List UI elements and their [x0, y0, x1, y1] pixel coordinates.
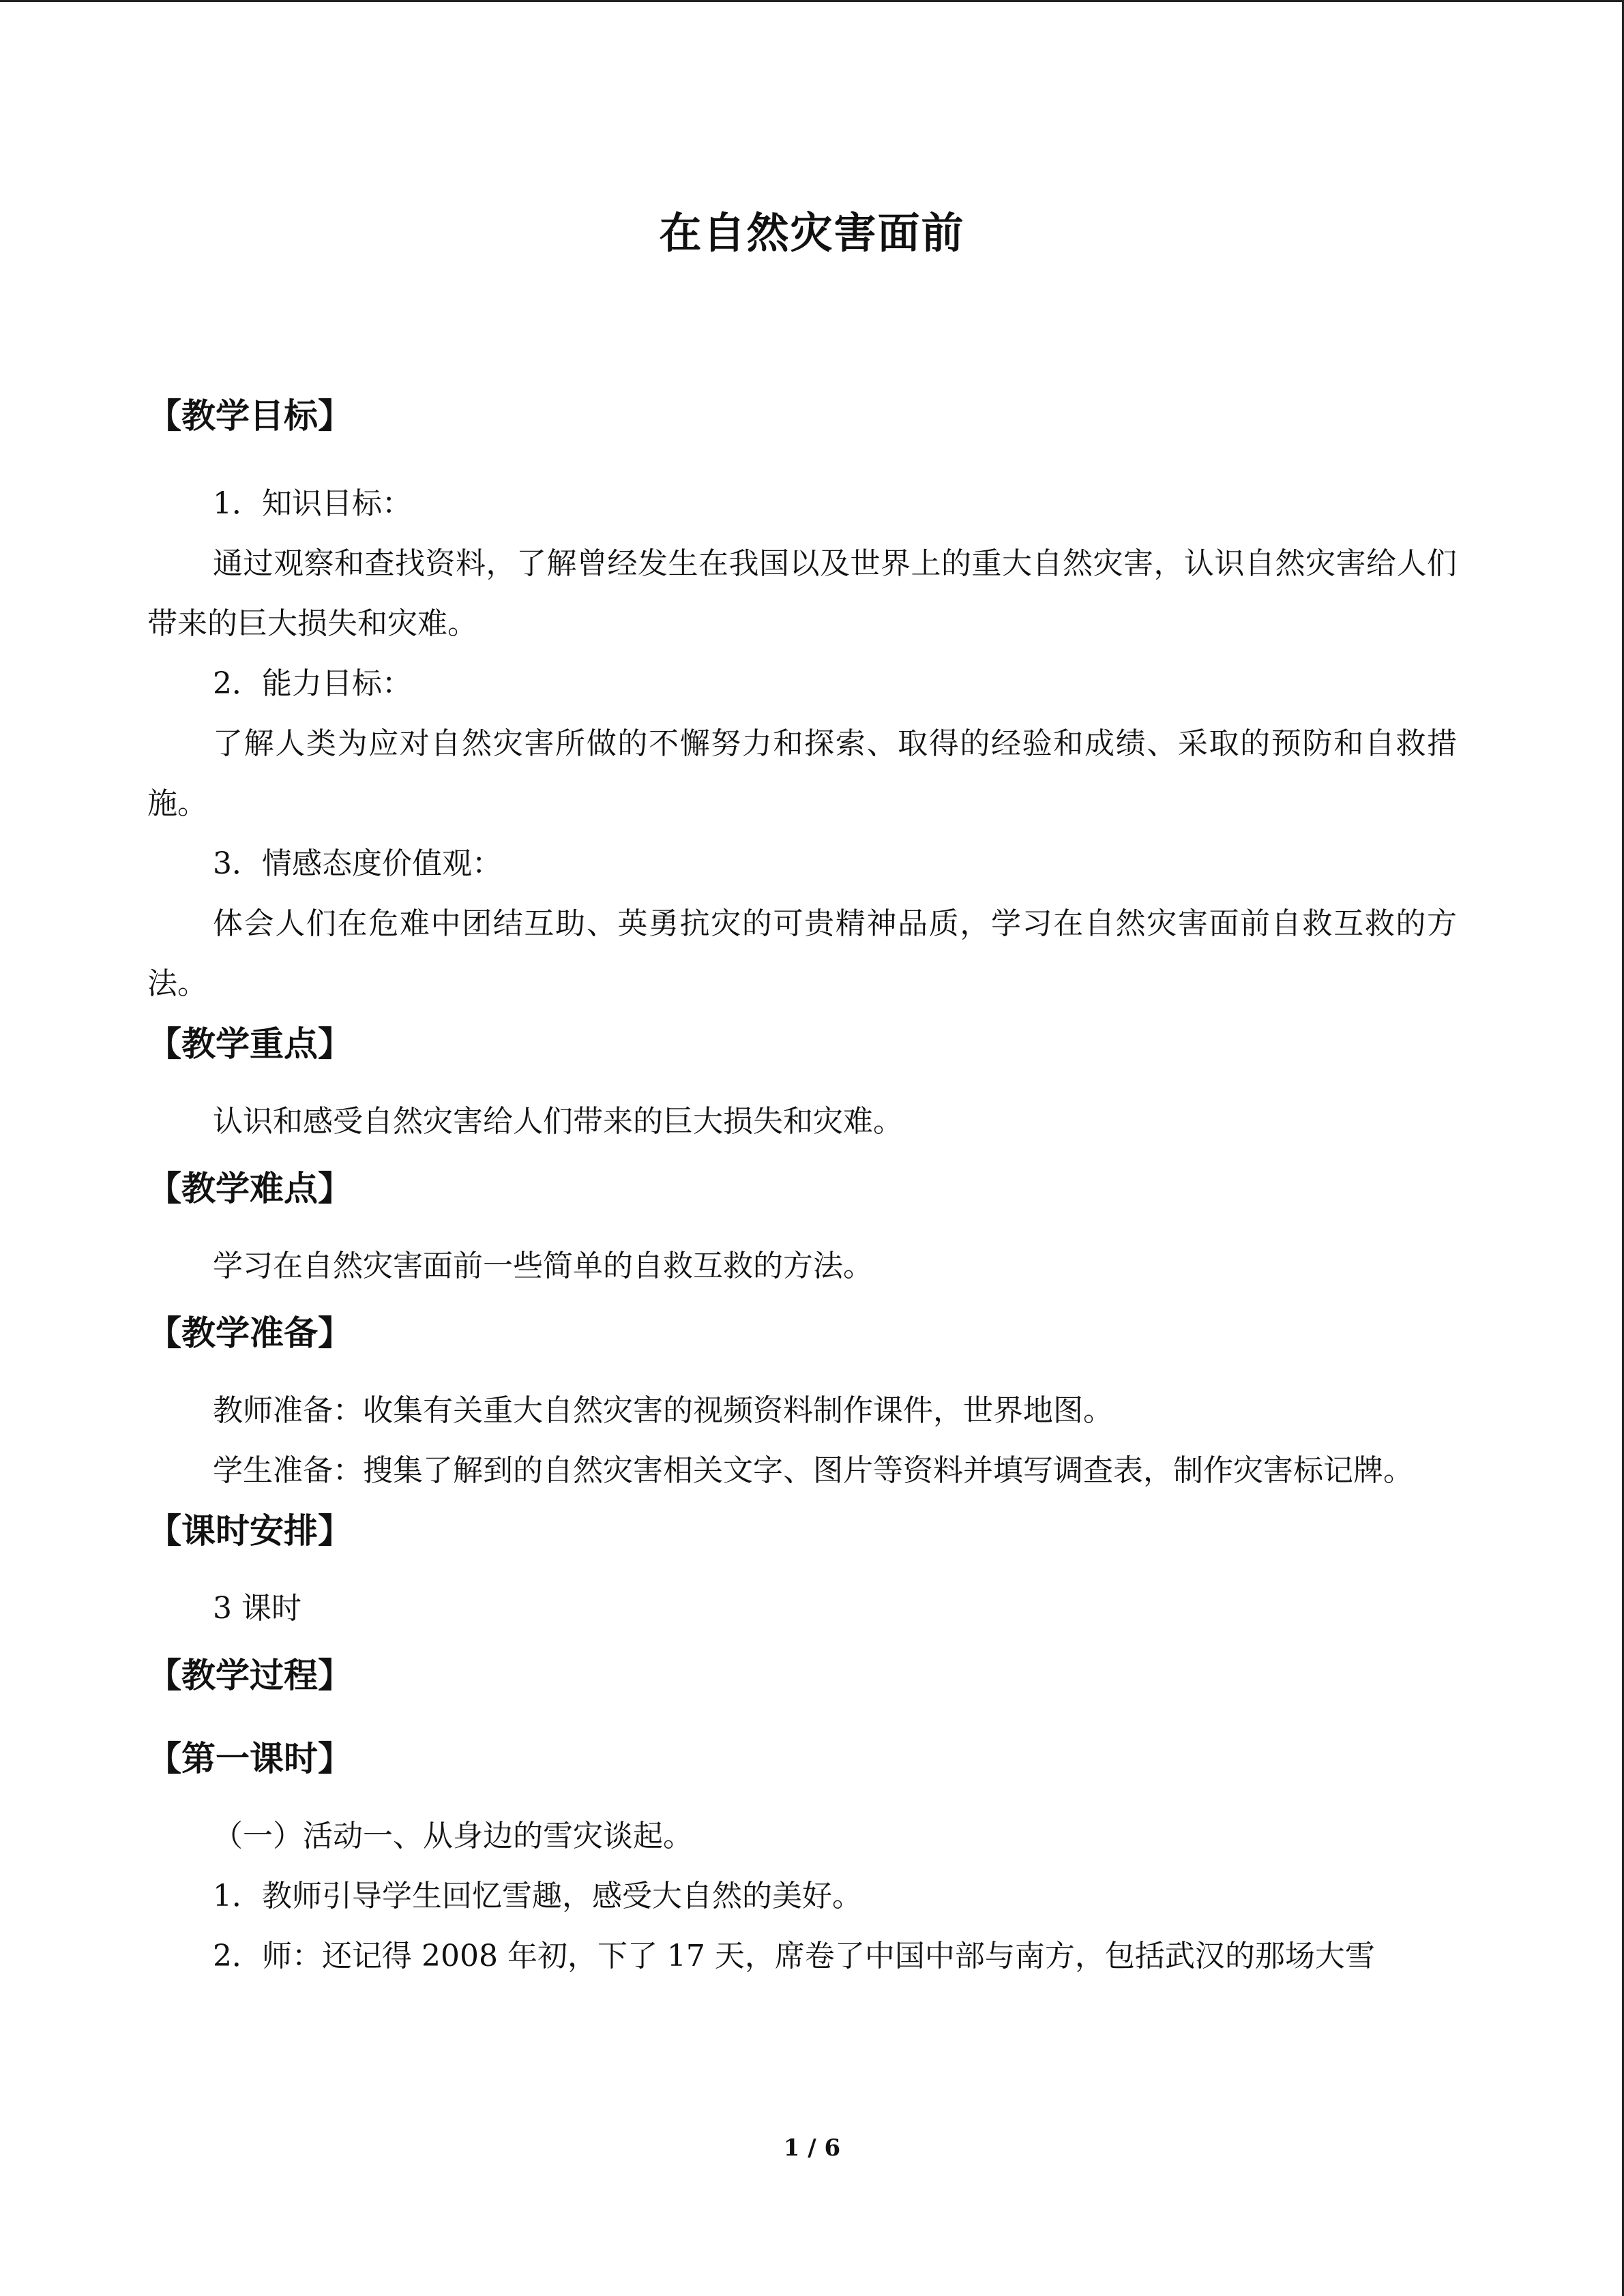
difficulties-heading: 【教学难点】 — [147, 1169, 352, 1208]
key-points-text: 认识和感受自然灾害给人们带来的巨大损失和灾难。 — [213, 1104, 903, 1139]
page-number: 1 / 6 — [783, 2134, 841, 2162]
objective-knowledge-text: 通过观察和查找资料，了解曾经发生在我国以及世界上的重大自然灾害，认识自然灾害给人们带来的巨大损失和灾难。 — [147, 546, 1457, 641]
objective-ability-text: 了解人类为应对自然灾害所做的不懈努力和探索、取得的经验和成绩、采取的预防和自救措施。 — [147, 726, 1457, 821]
page-edge-top — [0, 0, 1624, 2]
lesson1-step1: 1．教师引导学生回忆雪趣，感受大自然的美好。 — [213, 1879, 862, 1913]
lesson1-heading: 【第一课时】 — [147, 1739, 352, 1778]
objective-knowledge-label: 1．知识目标： — [213, 486, 412, 521]
document-body — [147, 396, 1457, 1986]
difficulties-text: 学习在自然灾害面前一些简单的自救互救的方法。 — [213, 1249, 873, 1283]
key-points-heading: 【教学重点】 — [147, 1024, 352, 1064]
schedule-text: 3 课时 — [213, 1591, 301, 1626]
schedule-heading: 【课时安排】 — [147, 1511, 352, 1551]
process-heading: 【教学过程】 — [147, 1656, 352, 1695]
preparation-heading: 【教学准备】 — [147, 1313, 352, 1353]
objective-values-text: 体会人们在危难中团结互助、英勇抗灾的可贵精神品质，学习在自然灾害面前自救互救的方法。 — [147, 906, 1457, 1001]
document-title: 在自然灾害面前 — [659, 208, 965, 258]
objective-ability-label: 2．能力目标： — [213, 666, 412, 701]
lesson1-activity1: （一）活动一、从身边的雪灾谈起。 — [213, 1819, 693, 1853]
objective-values-label: 3．情感态度价值观： — [213, 846, 502, 881]
lesson1-step2: 2．师：还记得 2008 年初，下了 17 天，席卷了中国中部与南方，包括武汉的那场大雪 — [213, 1939, 1375, 1973]
student-preparation-text: 学生准备：搜集了解到的自然灾害相关文字、图片等资料并填写调查表，制作灾害标记牌。 — [213, 1453, 1413, 1488]
teacher-preparation-text: 教师准备：收集有关重大自然灾害的视频资料制作课件，世界地图。 — [213, 1393, 1113, 1428]
objectives-heading: 【教学目标】 — [147, 396, 352, 436]
